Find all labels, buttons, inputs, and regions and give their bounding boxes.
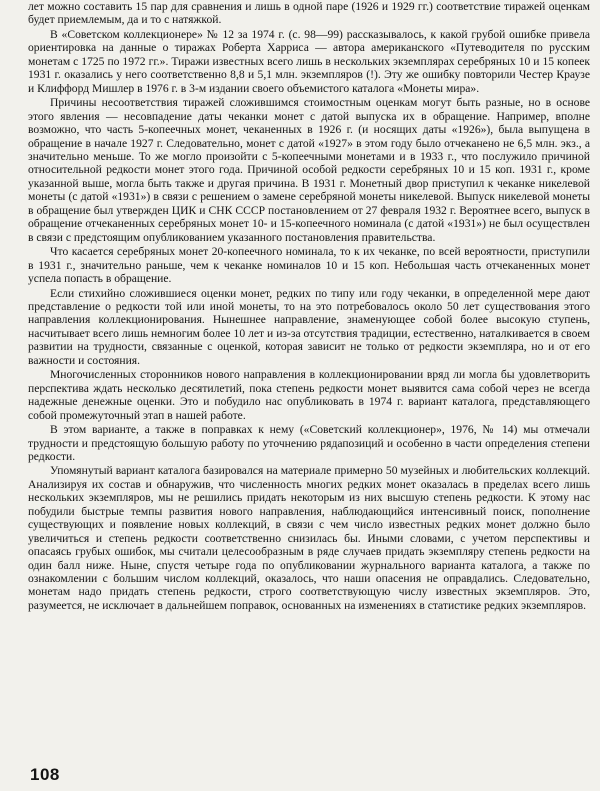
page-number: 108 (30, 765, 60, 784)
paragraph-8: Упомянутый вариант каталога базировался на материале примерно 50 музейных и любительских коллекций. Анализируя их состав и обнаружив, что численность многих редких монет оказалась в пределах всего лишь нескольких экземпляров, мы не решились придать некоторым из них высшую степень редкости. К этому нас побудили быстрые темпы развития нового направления, наблюдающийся интенсивный поиск, пополнение существующих и появление новых коллекций, в связи с чем число известных редких монет должно было увеличиться и степень редкости соответственно снизилась бы. Иными словами, с учетом перспективы и опасаясь грубых ошибок, мы считали целесообразным в ряде случаев придать экземпляру степень редкости на один балл ниже. Ныне, спустя четыре года по опубликовании журнального варианта каталога, а также по ознакомлении с большим числом коллекций, оказалось, что наши опасения не оправдались. Следовательно, монетам надо придать степень редкости, строго соответствующую числу известных экземпляров. Это, разумеется, не исключает в дальнейшем поправок, основанных на изменениях в статистике редких экземпляров. (28, 464, 590, 612)
paragraph-4: Что касается серебряных монет 20-копеечного номинала, то к их чеканке, по всей вероятности, приступили в 1931 г., значительно раньше, чем к чеканке номиналов 10 и 15 коп. Небольшая часть отчеканенных монет успела попасть в обращение. (28, 245, 590, 286)
paragraph-1: лет можно составить 15 пар для сравнения и лишь в одной паре (1926 и 1929 гг.) соответствие тиражей оценкам будет приемлемым, да и то с натяжкой. (28, 0, 590, 27)
paragraph-3: Причины несоответствия тиражей сложившимся стоимостным оценкам могут быть разные, но в основе этого явления — несовпадение даты чеканки монет с датой выпуска их в обращение. Например, вполне возможно, что часть 5-копеечных монет, чеканенных в 1926 г. (и носящих даты «1926»), была выпущена в обращение в начале 1927 г. Следовательно, монет с датой «1927» в этом году было отчеканено не 6,5 млн. экз., а значительно меньше. То же могло произойти с 5-копеечными монетами и в 1933 г., что послужило причиной относительной редкости монет этого года. Причиной особой редкости серебряных 10 и 15 коп. 1931 г., кроме указанной выше, могла быть также и другая причина. В 1931 г. Монетный двор приступил к чеканке никелевой монеты (с датой «1931») в связи с решением о замене серебряной монеты никелевой. Выпуск никелевой монеты в обращение был утвержден ЦИК и СНК СССР постановлением от 27 февраля 1932 г. Вероятнее всего, выпуск в обращение отчеканенных серебряных монет 10- и 15-копеечного номинала (с датой «1931») не был осуществлен в связи с предстоящим опубликованием указанного постановления правительства. (28, 96, 590, 244)
paragraph-2: В «Советском коллекционере» № 12 за 1974 г. (с. 98—99) рассказывалось, к какой грубой ошибке привела ориентировка на данные о тиражах Роберта Харриса — автора американского «Путеводителя по русским монетам с 1725 по 1972 гг.». Тиражи известных всего лишь в нескольких экземплярах серебряных 10 и 15 копеек 1931 г. оказались у него соответственно 8,8 и 5,1 млн. экземпляров (!). Эту же ошибку повторили Честер Краузе и Клиффорд Мишлер в 1976 г. в 3-м издании своего объемистого каталога «Монеты мира». (28, 27, 590, 95)
body-text (28, 0, 590, 612)
paragraph-5: Если стихийно сложившиеся оценки монет, редких по типу или году чеканки, в определенной мере дают представление о редкости той или иной монеты, то на это потребовалось около 50 лет существования этого направления коллекционирования. Нынешнее направление, знаменующее собой более высокую ступень, насчитывает всего лишь немногим более 10 лет и из-за отсутствия традиции, естественно, наталкивается в своем развитии на трудности, связанные с оценкой, которая зависит не только от редкости экземпляра, но и от его важности и состояния. (28, 286, 590, 367)
paragraph-6: Многочисленных сторонников нового направления в коллекционировании вряд ли могла бы удовлетворить перспектива ждать несколько десятилетий, пока степень редкости монет выявится сама собой через не всегда надежные денежные оценки. Это и побудило нас опубликовать в 1974 г. вариант каталога, представляющего собой промежуточный этап в нашей работе. (28, 368, 590, 422)
paragraph-7: В этом варианте, а также в поправках к нему («Советский коллекционер», 1976, № 14) мы отмечали трудности и предстоящую большую работу по уточнению рядапозиций и особенно в части определения степени редкости. (28, 423, 590, 463)
